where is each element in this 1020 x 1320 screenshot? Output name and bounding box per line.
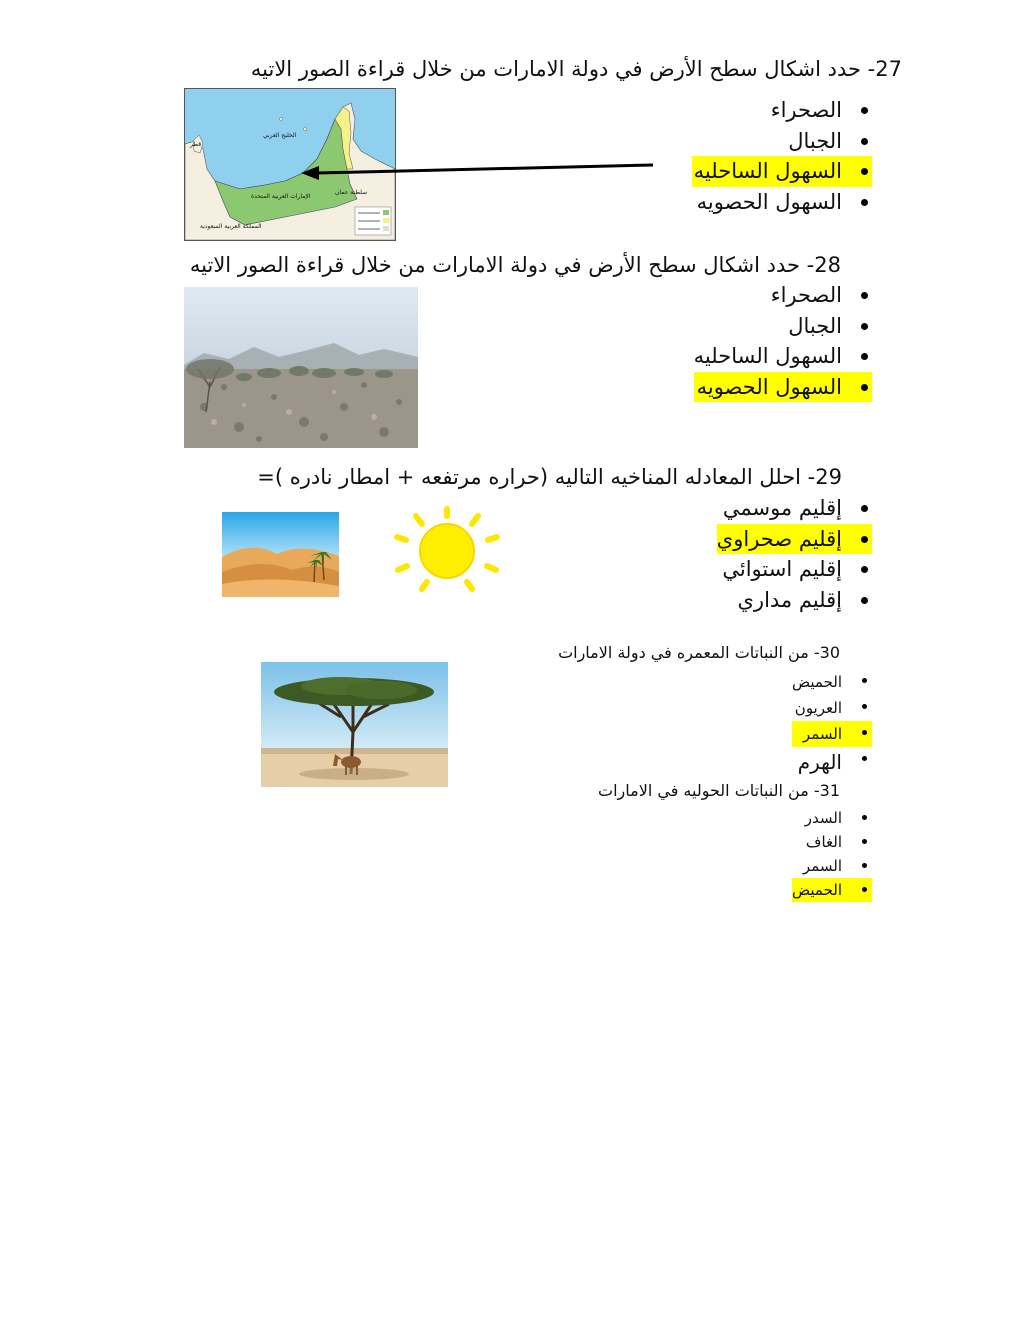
q27-option-3-highlighted: السهول الساحليه (692, 156, 872, 187)
q29-option-3: إقليم استوائي (717, 554, 872, 585)
map-label-qatar: قطر (190, 141, 202, 148)
q30-option-4: الهرم (792, 747, 872, 777)
q29-options (717, 493, 872, 615)
map-label-saudi: المملكة العربية السعودية (200, 223, 262, 230)
q28-option-2: الجبال (694, 311, 872, 342)
q30-options (792, 669, 872, 777)
arrow-to-coast (295, 158, 675, 188)
q29-option-2-highlighted: إقليم صحراوي (717, 524, 872, 555)
map-label-oman: سلطنة عمان (335, 189, 368, 196)
question-27: 27- حدد اشكال سطح الأرض في دولة الامارات من خلال قراءة الصور الاتيه (250, 57, 902, 81)
q31-options (792, 806, 872, 902)
q28-options (694, 280, 872, 402)
q28-option-4-highlighted: السهول الحصويه (694, 372, 872, 403)
q27-option-1: الصحراء (692, 95, 872, 126)
desert-dunes-photo (222, 512, 339, 597)
question-29: 29- احلل المعادله المناخيه التاليه (حراره مرتفعه + امطار نادره )= (257, 465, 842, 489)
q29-option-4: إقليم مداري (717, 585, 872, 616)
q29-option-1: إقليم موسمي (717, 493, 872, 524)
question-30: 30- من النباتات المعمره في دولة الامارات (558, 643, 840, 662)
q28-option-1: الصحراء (694, 280, 872, 311)
q30-option-1: الحميض (792, 669, 872, 695)
acacia-tree-camel-photo (261, 662, 448, 787)
q27-option-2: الجبال (692, 126, 872, 157)
q31-option-4-highlighted: الحميض (792, 878, 872, 902)
q28-option-3: السهول الساحليه (694, 341, 872, 372)
question-28: 28- حدد اشكال سطح الأرض في دولة الامارات من خلال قراءة الصور الاتيه (189, 253, 841, 277)
q31-option-3: السمر (792, 854, 872, 878)
map-label-uae: الإمارات العربية المتحدة (251, 193, 311, 200)
q31-option-2: الغاف (792, 830, 872, 854)
q30-option-2: العريون (792, 695, 872, 721)
q30-option-3-highlighted: السمر (792, 721, 872, 747)
q27-options (692, 95, 872, 217)
map-label-gulf: الخليج العربي (263, 132, 297, 139)
gravel-plain-photo (184, 287, 418, 448)
sun-icon (392, 504, 502, 599)
question-31: 31- من النباتات الحوليه في الامارات (598, 781, 840, 800)
q31-option-1: السدر (792, 806, 872, 830)
q27-option-4: السهول الحصويه (692, 187, 872, 218)
